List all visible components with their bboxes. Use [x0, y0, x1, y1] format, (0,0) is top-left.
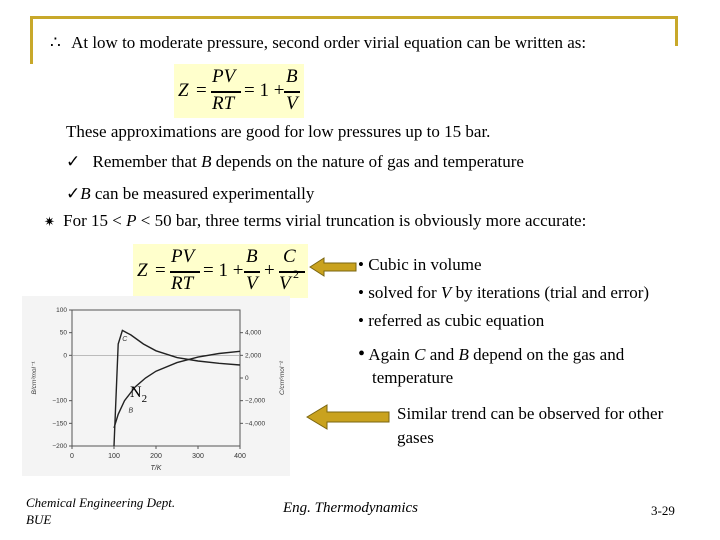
- for-line: ✷ For 15 < P < 50 bar, three terms virial truncation is obviously more accurate:: [44, 211, 587, 230]
- bullet-again: • Again C and B depend on the gas and: [358, 343, 625, 365]
- eq1-b-den: V: [286, 93, 298, 114]
- eq1-b-num: B: [286, 66, 298, 87]
- y-left-tick-label: −200: [52, 443, 67, 450]
- page-number: 3-29: [651, 503, 675, 518]
- virial-coefficient-chart: [22, 296, 290, 476]
- eq2-lhs: Z: [137, 260, 148, 281]
- frame-right-rule: [675, 16, 678, 46]
- star-icon: ✷: [44, 214, 55, 229]
- x-tick-label: 100: [108, 453, 120, 460]
- y-right-tick-label: −2,000: [245, 397, 266, 405]
- left-arrow-icon: [308, 256, 358, 278]
- y-left-tick-label: −150: [52, 420, 67, 428]
- measured-line: ✓B can be measured experimentally: [66, 184, 315, 203]
- eq1-lhs: Z: [178, 80, 189, 101]
- approx-note: These approximations are good for low pressures up to 15 bar.: [66, 122, 491, 141]
- eq2-c-exp: 2: [293, 267, 299, 281]
- bullet-solved: • solved for V by iterations (trial and error): [358, 283, 650, 302]
- bullet-dot-icon: •: [358, 255, 364, 274]
- eq1-numerator: PV: [212, 66, 236, 87]
- equation-1: Z = PV RT = 1 + B V: [174, 64, 304, 118]
- intro-line: [50, 33, 586, 53]
- intro-text: At low to moderate pressure, second order virial equation can be written as:: [71, 33, 587, 52]
- y-left-tick-label: −100: [52, 397, 67, 405]
- remember-line: ✓ Remember that B depends on the nature of gas and temperature: [66, 152, 524, 171]
- equation-2: Z = PV RT = 1 + B V + C V 2: [133, 244, 308, 298]
- y-left-tick-label: 50: [59, 329, 67, 337]
- eq2-c-den: V: [279, 273, 291, 294]
- frame-top-rule: [30, 16, 678, 19]
- y-left-tick-label: 0: [63, 352, 67, 360]
- eq1-denominator: RT: [212, 93, 235, 114]
- y-left-tick-label: 100: [56, 307, 67, 314]
- footer-dept: Chemical Engineering Dept.: [26, 495, 176, 510]
- bullet-cubic: • Cubic in volume: [358, 255, 482, 274]
- x-tick-label: 0: [70, 453, 74, 460]
- eq2-b-den: V: [246, 273, 258, 294]
- y-right-axis-label: C/cm⁶mol⁻²: [279, 361, 286, 395]
- footer-course: Eng. Thermodynamics: [283, 500, 418, 516]
- bullet-dot-icon: •: [358, 343, 366, 365]
- trend-note-line2: gases: [397, 428, 434, 447]
- y-left-axis-label: B/cm³mol⁻¹: [31, 361, 38, 395]
- y-right-tick-label: 4,000: [245, 329, 262, 337]
- x-tick-label: 300: [192, 453, 204, 460]
- bullet-referred: • referred as cubic equation: [358, 311, 545, 330]
- eq2-plus: +: [264, 260, 275, 281]
- y-right-tick-label: 2,000: [245, 352, 262, 360]
- eq2-c-num: C: [283, 246, 296, 267]
- check-icon: ✓: [66, 152, 81, 171]
- eq2-denominator: RT: [171, 273, 194, 294]
- y-right-tick-label: −4,000: [245, 420, 266, 428]
- therefore-icon: ∴: [50, 33, 61, 52]
- y-right-tick-label: 0: [245, 375, 249, 382]
- check-icon: ✓: [66, 184, 81, 203]
- bullet-again-cont: temperature: [372, 368, 454, 387]
- frame-left-rule: [30, 16, 33, 64]
- series-label-b: B: [128, 407, 134, 415]
- x-tick-label: 400: [234, 453, 246, 460]
- footer-school: BUE: [26, 512, 52, 527]
- bullet-dot-icon: •: [358, 283, 364, 302]
- eq2-numerator: PV: [171, 246, 195, 267]
- x-axis-label: T/K: [150, 465, 162, 472]
- series-label-c: C: [122, 336, 128, 343]
- eq1-middle: = 1 +: [244, 80, 285, 101]
- left-arrow-icon: [305, 403, 391, 431]
- bullet-dot-icon: •: [358, 311, 364, 330]
- eq2-middle: = 1 +: [203, 260, 244, 281]
- trend-note-line1: Similar trend can be observed for other: [397, 404, 664, 423]
- gas-label: $N_2$: [130, 384, 148, 405]
- x-tick-label: 200: [150, 453, 162, 460]
- eq2-b-num: B: [246, 246, 258, 267]
